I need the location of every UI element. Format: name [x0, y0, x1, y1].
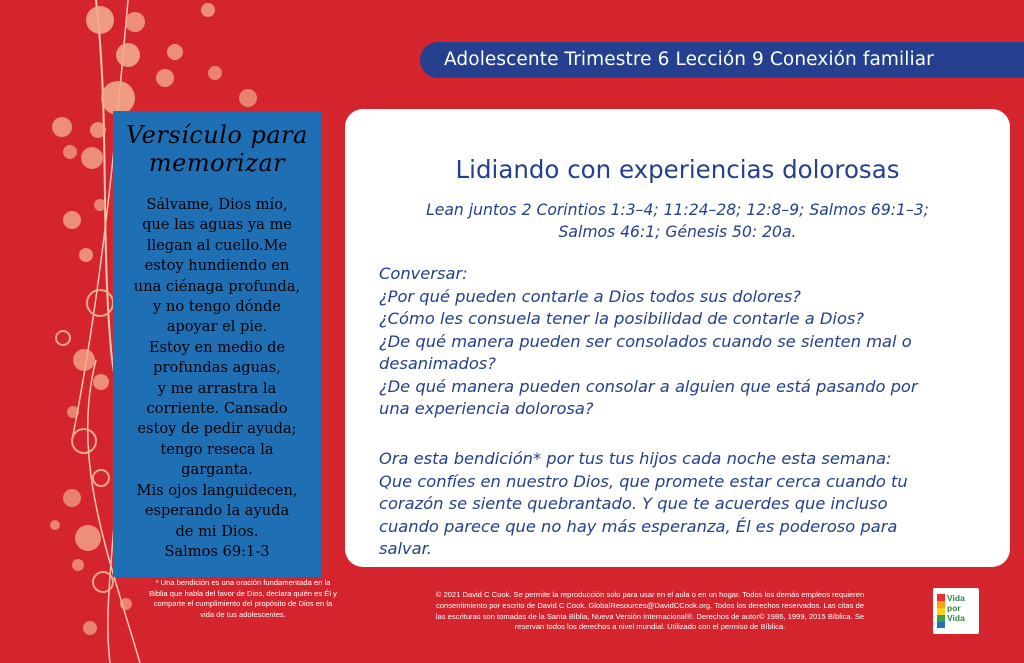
verse-line: Mis ojos languidecen, — [136, 481, 298, 499]
lesson-header-title: Adolescente Trimestre 6 Lección 9 Conexión familiar — [444, 49, 934, 70]
scripture-reading — [345, 199, 1010, 243]
footnote-line: vida de tus adolescentes. — [200, 609, 286, 619]
blessing-line: cuando parece que no hay más esperanza, Él es poderoso para — [379, 516, 898, 536]
discussion-line: desanimados? — [379, 354, 496, 373]
discussion-line: ¿De qué manera pueden consolar a alguien que está pasando por — [379, 376, 918, 396]
verse-line: tengo reseca la — [160, 440, 274, 458]
memory-verse-text — [113, 195, 321, 562]
discussion-line: Conversar: — [379, 264, 468, 283]
blessing-prayer — [379, 448, 999, 561]
verse-line: Estoy en medio de — [148, 338, 286, 356]
verse-line: de mi Dios. — [175, 522, 259, 540]
memory-verse-title-line: Versículo para — [126, 121, 308, 149]
blessing-line: Que confíes en nuestro Dios, que promete estar cerca cuando tu — [379, 471, 908, 491]
copyright-notice — [380, 590, 920, 633]
copyright-line: las escrituras son tomadas de la Santa Biblia, Nueva Versión Internacional®. Derechos de autor© 1986, 1999, 2015 Bíblica. Se — [435, 611, 865, 621]
discussion-questions — [379, 263, 999, 421]
verse-line: y no tengo dónde — [153, 298, 281, 316]
verse-line: llegan al cuello.Me — [146, 236, 288, 254]
logo-line: Vida — [947, 613, 965, 623]
verse-line: esperando la ayuda — [144, 502, 290, 520]
memory-verse-box — [113, 111, 321, 577]
discussion-line: ¿Por qué pueden contarle a Dios todos sus dolores? — [379, 286, 801, 306]
blessing-footnote — [130, 578, 356, 620]
verse-line: apoyar el pie. — [166, 318, 268, 336]
logo-line: por — [947, 603, 961, 613]
blessing-line: Ora esta bendición* por tus tus hijos cada noche esta semana: — [379, 449, 892, 468]
verse-line: estoy hundiendo en — [144, 257, 290, 275]
memory-verse-title — [113, 121, 321, 177]
verse-line: profundas aguas, — [153, 359, 281, 377]
verse-line: Sálvame, Dios mío, — [146, 196, 288, 213]
lesson-header-banner — [420, 42, 1024, 78]
footnote-line: Biblia que habla del favor de Dios, declara quién es Él y — [149, 588, 337, 598]
verse-line: que las aguas ya me — [142, 216, 292, 234]
memory-verse-title-line: memorizar — [148, 149, 286, 177]
discussion-line: una experiencia dolorosa? — [379, 399, 594, 418]
lesson-title: Lidiando con experiencias dolorosas — [455, 155, 900, 184]
logo-stripe-icon — [937, 594, 945, 628]
lesson-content-card — [345, 109, 1010, 567]
verse-line: y me arrastra la — [157, 379, 277, 397]
verse-reference: Salmos 69:1-3 — [164, 542, 270, 560]
verse-line: una ciénaga profunda, — [133, 277, 301, 295]
copyright-line: consentimiento por escrito de David C Cook. GlobalResources@DavidCCook.org. Todos los derechos reservados. Las citas de — [436, 600, 864, 610]
scripture-line: Salmos 46:1; Génesis 50: 20a. — [558, 223, 797, 241]
logo-line: Vida — [947, 593, 965, 603]
discussion-line: ¿Cómo les consuela tener la posibilidad de contarle a Dios? — [379, 309, 865, 328]
discussion-line: ¿De qué manera pueden ser consolados cuando se sienten mal o — [379, 331, 912, 351]
copyright-line: reservan todos los derechos a nivel mundial. Utilizado con el permiso de Bíblica. — [514, 622, 786, 632]
vida-por-vida-logo — [933, 588, 979, 634]
logo-text — [947, 593, 965, 623]
verse-line: corriente. Cansado — [146, 400, 288, 418]
blessing-line: salvar. — [379, 539, 432, 558]
footnote-line: comparte el cumplimiento del propósito de Dios en la — [153, 599, 333, 608]
verse-line: garganta. — [181, 461, 253, 479]
blessing-line: corazón se siente quebrantado. Y que te acuerdes que incluso — [379, 494, 888, 513]
verse-line: estoy de pedir ayuda; — [137, 420, 297, 438]
footnote-line: * Una bendición es una oración fundamentada en la — [155, 578, 331, 587]
scripture-line: Lean juntos 2 Corintios 1:3–4; 11:24–28; 12:8–9; Salmos 69:1–3; — [426, 201, 929, 219]
copyright-line: © 2021 David C Cook. Se permite la reproducción solo para usar en el aula o en un hogar. Todos los demás empleos requieren — [435, 590, 865, 599]
